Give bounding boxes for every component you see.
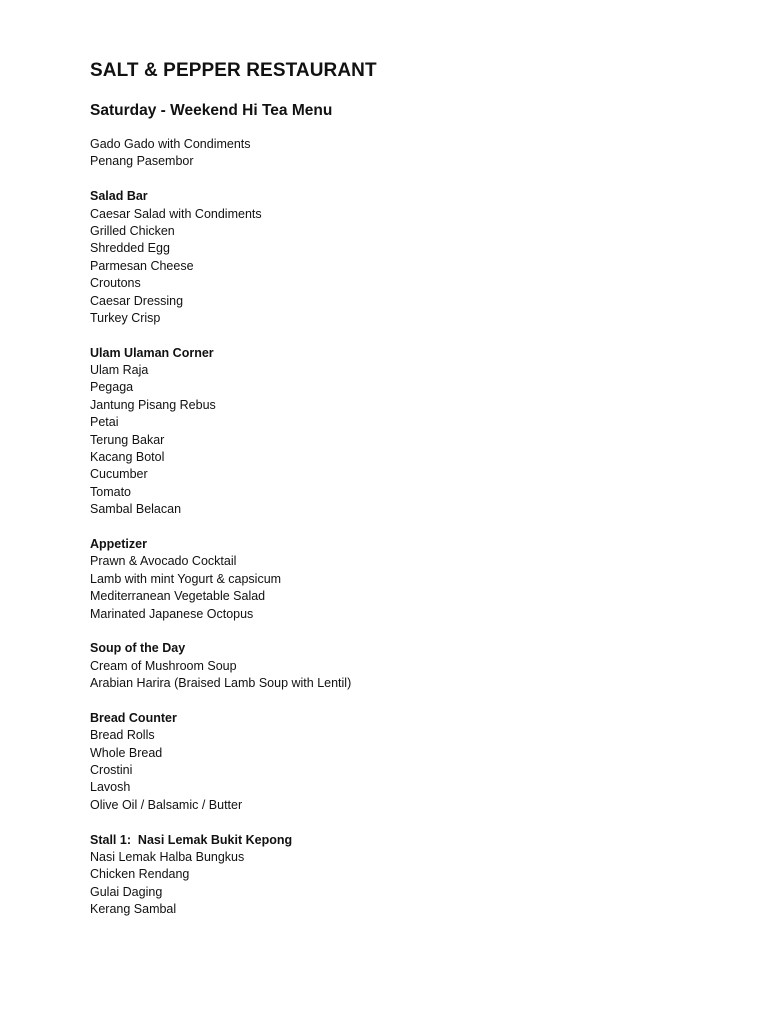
section-appetizer: [90, 536, 730, 623]
menu-item: Caesar Salad with Condiments: [90, 206, 262, 221]
menu-item: Caesar Dressing: [90, 293, 184, 308]
menu-item: Nasi Lemak Halba Bungkus: [90, 850, 245, 865]
menu-item: Penang Pasembor: [90, 154, 194, 169]
section-stall-1: [90, 832, 730, 919]
menu-item: Tomato: [90, 484, 131, 499]
section-heading: Appetizer: [90, 536, 147, 551]
section-heading: Bread Counter: [90, 710, 177, 725]
menu-item: Prawn & Avocado Cocktail: [90, 554, 237, 569]
menu-item: Crostini: [90, 763, 133, 778]
menu-item: Croutons: [90, 276, 141, 291]
menu-item: Parmesan Cheese: [90, 258, 194, 273]
menu-title: Saturday - Weekend Hi Tea Menu: [90, 102, 333, 119]
menu-item: Bread Rolls: [90, 728, 155, 743]
menu-item: Shredded Egg: [90, 241, 170, 256]
menu-item: Grilled Chicken: [90, 223, 175, 238]
menu-item: Lamb with mint Yogurt & capsicum: [90, 571, 282, 586]
section-bread-counter: [90, 710, 730, 814]
menu-item: Kacang Botol: [90, 450, 165, 465]
menu-item: Cream of Mushroom Soup: [90, 658, 237, 673]
restaurant-title: SALT & PEPPER RESTAURANT: [90, 60, 377, 81]
menu-item: Gado Gado with Condiments: [90, 137, 251, 151]
section-heading: Stall 1: Nasi Lemak Bukit Kepong: [90, 832, 293, 847]
section-heading: Ulam Ulaman Corner: [90, 345, 214, 360]
menu-item: Terung Bakar: [90, 432, 165, 447]
menu-item: Cucumber: [90, 467, 148, 482]
section-salad-bar: [90, 188, 730, 327]
section-ulam-ulaman-corner: [90, 345, 730, 519]
menu-item: Whole Bread: [90, 745, 163, 760]
menu-item: Sambal Belacan: [90, 502, 182, 517]
menu-document: [90, 58, 730, 919]
menu-item: Chicken Rendang: [90, 867, 190, 882]
menu-item: Kerang Sambal: [90, 902, 177, 917]
section-heading: Soup of the Day: [90, 641, 186, 656]
menu-item: Petai: [90, 415, 119, 430]
menu-item: Ulam Raja: [90, 363, 149, 378]
menu-item: Pegaga: [90, 380, 134, 395]
menu-item: Arabian Harira (Braised Lamb Soup with Lentil): [90, 676, 352, 691]
menu-item: Marinated Japanese Octopus: [90, 606, 254, 621]
section-heading: Salad Bar: [90, 189, 148, 204]
menu-item: Mediterranean Vegetable Salad: [90, 589, 266, 604]
menu-item: Turkey Crisp: [90, 310, 161, 325]
menu-item: Lavosh: [90, 780, 131, 795]
menu-item: Gulai Daging: [90, 884, 163, 899]
menu-item: Jantung Pisang Rebus: [90, 397, 216, 412]
section-soup-of-the-day: [90, 640, 730, 692]
intro-items: [90, 136, 730, 171]
menu-item: Olive Oil / Balsamic / Butter: [90, 797, 243, 812]
